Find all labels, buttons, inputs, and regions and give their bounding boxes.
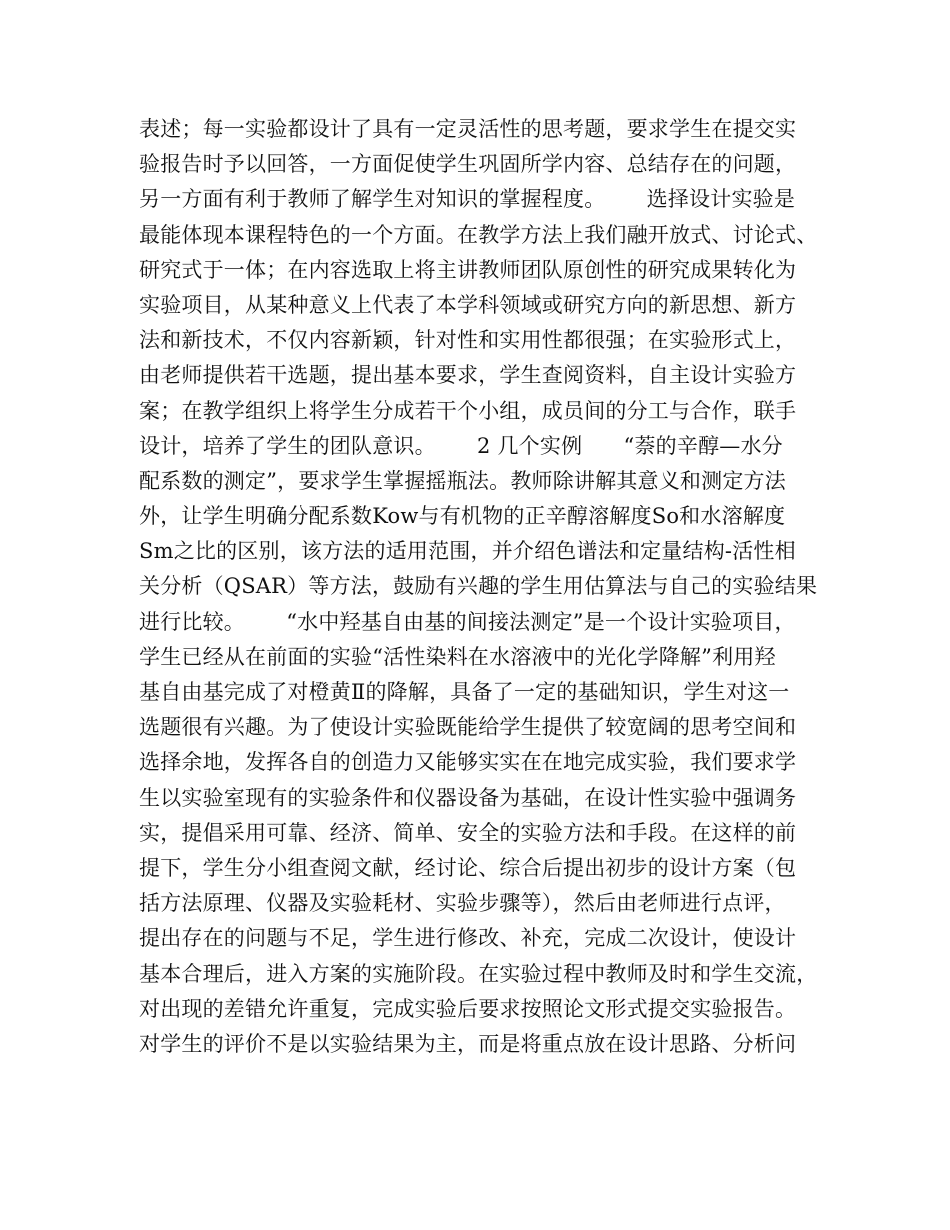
text-line: 配系数的测定”，要求学生掌握摇瓶法。教师除讲解其意义和测定方法 (139, 468, 786, 493)
text-line: 设计，培养了学生的团队意识。 2 几个实例 “萘的辛醇—水分 (139, 433, 783, 458)
text-line: 基本合理后，进入方案的实施阶段。在实验过程中教师及时和学生交流， (139, 961, 818, 986)
text-line: 学生已经从在前面的实验“活性染料在水溶液中的光化学降解”利用羟 (139, 644, 776, 669)
text-line: 对出现的差错允许重复，完成实验后要求按照论文形式提交实验报告。 (139, 996, 797, 1021)
text-line: 关分析（QSAR）等方法，鼓励有兴趣的学生用估算法与自己的实验结果 (139, 574, 818, 599)
text-line: 另一方面有利于教师了解学生对知识的掌握程度。 选择设计实验是 (139, 187, 796, 212)
text-line: 研究式于一体；在内容选取上将主讲教师团队原创性的研究成果转化为 (139, 257, 797, 282)
text-line: 提出存在的问题与不足，学生进行修改、补充，完成二次设计，使设计 (139, 926, 797, 951)
body-text (139, 112, 839, 1062)
text-line: 进行比较。 “水中羟基自由基的间接法测定”是一个设计实验项目， (139, 609, 796, 634)
text-line: 选择余地，发挥各自的创造力又能够实实在在地完成实验，我们要求学 (139, 750, 797, 775)
text-line: 表述；每一实验都设计了具有一定灵活性的思考题，要求学生在提交实 (139, 117, 797, 141)
text-line: 选题很有兴趣。为了使设计实验既能给学生提供了较宽阔的思考空间和 (139, 715, 797, 740)
text-line: 验报告时予以回答，一方面促使学生巩固所学内容、总结存在的问题， (139, 152, 797, 177)
text-line: 最能体现本课程特色的一个方面。在教学方法上我们融开放式、讨论式、 (139, 222, 818, 247)
text-line: 案；在教学组织上将学生分成若干个小组，成员间的分工与合作，联手 (139, 398, 797, 423)
text-line: 由老师提供若干选题，提出基本要求，学生查阅资料，自主设计实验方 (139, 363, 797, 388)
text-line: 实，提倡采用可靠、经济、简单、安全的实验方法和手段。在这样的前 (139, 820, 797, 845)
text-line: 提下，学生分小组查阅文献，经讨论、综合后提出初步的设计方案（包 (139, 855, 797, 880)
text-line: 法和新技术，不仅内容新颖，针对性和实用性都很强；在实验形式上， (139, 328, 797, 353)
text-line: Sm之比的区别，该方法的适用范围，并介绍色谱法和定量结构-活性相 (139, 539, 796, 564)
text-line: 实验项目，从某种意义上代表了本学科领域或研究方向的新思想、新方 (139, 292, 797, 317)
text-line: 对学生的评价不是以实验结果为主，而是将重点放在设计思路、分析问 (139, 1031, 797, 1056)
text-line: 括方法原理、仪器及实验耗材、实验步骤等），然后由老师进行点评， (139, 891, 786, 916)
text-line: 外，让学生明确分配系数Kow与有机物的正辛醇溶解度So和水溶解度 (139, 504, 786, 529)
text-line: 生以实验室现有的实验条件和仪器设备为基础，在设计性实验中强调务 (139, 785, 797, 810)
text-line: 基自由基完成了对橙黄Ⅱ的降解，具备了一定的基础知识，学生对这一 (139, 680, 790, 704)
